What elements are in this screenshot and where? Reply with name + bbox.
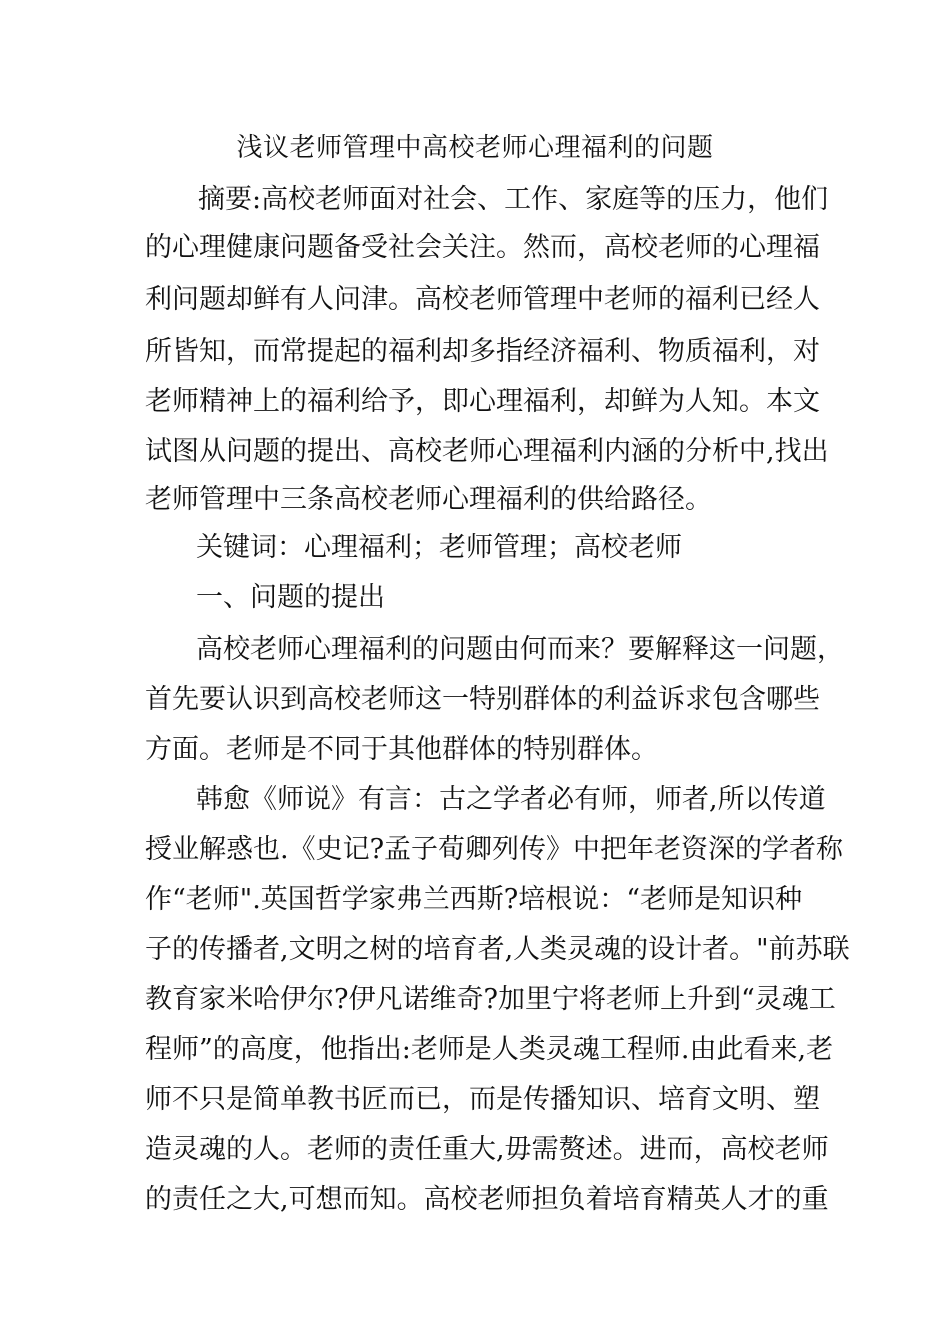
section-heading: 一、问题的提出 xyxy=(196,582,385,613)
paragraph-line: 高校老师心理福利的问题由何而来？要解释这一问题， xyxy=(196,634,844,665)
document-title: 浅议老师管理中高校老师心理福利的问题 xyxy=(236,133,714,163)
paragraph-line: 师不只是简单教书匠而已，而是传播知识、培育文明、塑 xyxy=(145,1084,820,1115)
paragraph-line: 的责任之大,可想而知。高校老师担负着培育精英人才的重 xyxy=(145,1184,829,1215)
abstract-line: 的心理健康问题备受社会关注。然而，高校老师的心理福 xyxy=(145,232,820,263)
paragraph-line: 方面。老师是不同于其他群体的特别群体。 xyxy=(145,734,658,765)
abstract-line: 老师管理中三条高校老师心理福利的供给路径。 xyxy=(145,484,712,515)
abstract-line: 利问题却鲜有人问津。高校老师管理中老师的福利已经人 xyxy=(145,284,820,315)
paragraph-line: 程师”的高度，他指出:老师是人类灵魂工程师.由此看来,老 xyxy=(145,1034,834,1065)
keywords-line: 关键词：心理福利；老师管理；高校老师 xyxy=(196,532,682,563)
abstract-line: 试图从问题的提出、高校老师心理福利内涵的分析中,找出 xyxy=(145,436,829,467)
paragraph-line: 首先要认识到高校老师这一特别群体的利益诉求包含哪些 xyxy=(145,684,820,715)
paragraph-line: 教育家米哈伊尔?伊凡诺维奇?加里宁将老师上升到“灵魂工 xyxy=(145,984,836,1015)
abstract-line: 老师精神上的福利给予，即心理福利，却鲜为人知。本文 xyxy=(145,386,820,417)
abstract-line: 所皆知，而常提起的福利却多指经济福利、物质福利，对 xyxy=(145,336,820,367)
paragraph-line: 韩愈《师说》有言：古之学者必有师，师者,所以传道 xyxy=(196,784,826,815)
paragraph-line: 作“老师".英国哲学家弗兰西斯?培根说：“老师是知识种 xyxy=(145,884,803,915)
paragraph-line: 造灵魂的人。老师的责任重大,毋需赘述。进而，高校老师 xyxy=(145,1134,829,1165)
paragraph-line: 子的传播者,文明之树的培育者,人类灵魂的设计者。"前苏联 xyxy=(145,934,850,965)
abstract-line: 摘要:高校老师面对社会、工作、家庭等的压力，他们 xyxy=(198,184,829,215)
paragraph-line: 授业解惑也.《史记?孟子荀卿列传》中把年老资深的学者称 xyxy=(145,834,844,865)
